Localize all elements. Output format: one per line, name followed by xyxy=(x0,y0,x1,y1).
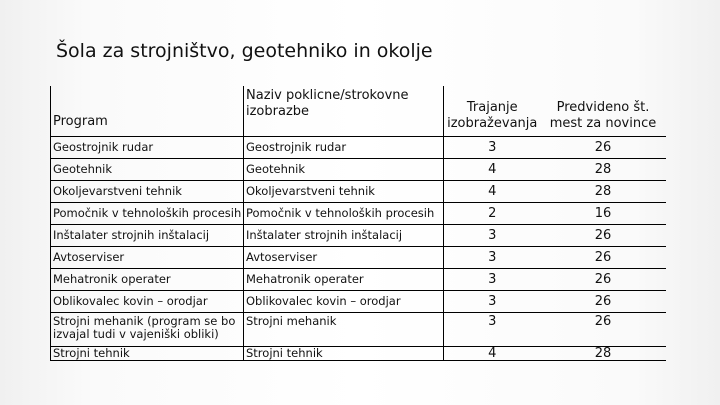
cell-program: Strojni mehanik (program se bo izvajal tudi v vajeniški obliki) xyxy=(51,312,244,346)
cell-mest: 26 xyxy=(541,290,666,312)
cell-naziv: Mehatronik operater xyxy=(244,268,444,290)
cell-naziv: Strojni mehanik xyxy=(244,312,444,346)
page-title: Šola za strojništvo, geotehniko in okolje xyxy=(56,40,433,62)
table-row xyxy=(51,246,666,268)
table-header-row xyxy=(51,86,666,136)
cell-trajanje: 4 xyxy=(444,158,541,180)
table-row xyxy=(51,224,666,246)
cell-program: Avtoserviser xyxy=(51,246,244,268)
cell-naziv: Inštalater strojnih inštalacij xyxy=(244,224,444,246)
cell-naziv: Pomočnik v tehnoloških procesih xyxy=(244,202,444,224)
cell-program: Strojni tehnik xyxy=(51,346,244,360)
table-row xyxy=(51,290,666,312)
cell-mest: 26 xyxy=(541,246,666,268)
cell-trajanje: 2 xyxy=(444,202,541,224)
table-row xyxy=(51,136,666,158)
cell-trajanje: 4 xyxy=(444,180,541,202)
cell-naziv: Okoljevarstveni tehnik xyxy=(244,180,444,202)
program-table xyxy=(50,86,666,361)
cell-naziv: Geotehnik xyxy=(244,158,444,180)
header-naziv: Naziv poklicne/strokovne izobrazbe xyxy=(244,86,444,136)
cell-mest: 26 xyxy=(541,312,666,346)
cell-mest: 28 xyxy=(541,158,666,180)
cell-trajanje: 3 xyxy=(444,268,541,290)
table-body xyxy=(51,136,666,360)
program-table-container xyxy=(50,86,666,361)
cell-naziv: Oblikovalec kovin – orodjar xyxy=(244,290,444,312)
cell-mest: 28 xyxy=(541,346,666,360)
header-program: Program xyxy=(51,86,244,136)
table-row xyxy=(51,268,666,290)
cell-trajanje: 3 xyxy=(444,312,541,346)
cell-naziv: Avtoserviser xyxy=(244,246,444,268)
cell-mest: 26 xyxy=(541,224,666,246)
cell-program: Mehatronik operater xyxy=(51,268,244,290)
cell-naziv: Geostrojnik rudar xyxy=(244,136,444,158)
cell-naziv: Strojni tehnik xyxy=(244,346,444,360)
table-row xyxy=(51,346,666,360)
cell-mest: 26 xyxy=(541,268,666,290)
cell-mest: 16 xyxy=(541,202,666,224)
cell-trajanje: 3 xyxy=(444,290,541,312)
table-row xyxy=(51,180,666,202)
cell-program: Inštalater strojnih inštalacij xyxy=(51,224,244,246)
cell-program: Geotehnik xyxy=(51,158,244,180)
table-row xyxy=(51,202,666,224)
table-row xyxy=(51,312,666,346)
cell-program: Geostrojnik rudar xyxy=(51,136,244,158)
cell-trajanje: 3 xyxy=(444,224,541,246)
cell-trajanje: 3 xyxy=(444,246,541,268)
header-trajanje: Trajanje izobraževanja xyxy=(444,86,541,136)
header-predvideno: Predvideno št. mest za novince xyxy=(541,86,666,136)
cell-program: Pomočnik v tehnoloških procesih xyxy=(51,202,244,224)
cell-trajanje: 4 xyxy=(444,346,541,360)
cell-mest: 26 xyxy=(541,136,666,158)
cell-program: Okoljevarstveni tehnik xyxy=(51,180,244,202)
cell-program: Oblikovalec kovin – orodjar xyxy=(51,290,244,312)
table-row xyxy=(51,158,666,180)
cell-trajanje: 3 xyxy=(444,136,541,158)
cell-mest: 28 xyxy=(541,180,666,202)
